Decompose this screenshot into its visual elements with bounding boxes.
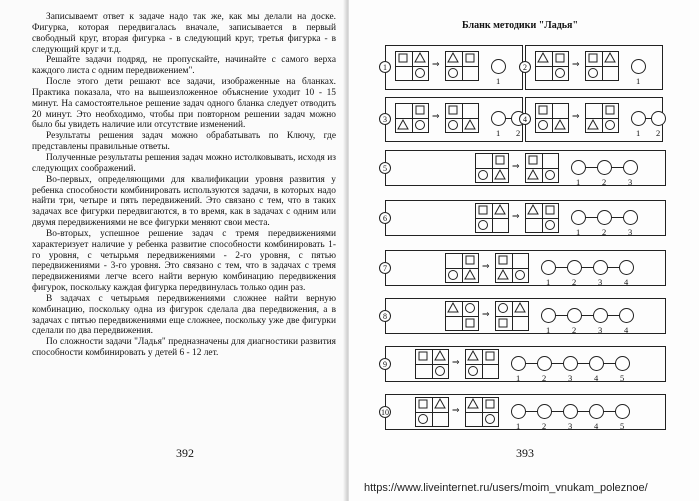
page-number-right: 393 [516,446,534,460]
answer-label: 2 [542,421,547,431]
task-number: 9 [379,358,391,370]
board-grid [445,301,479,331]
arrow-right-icon: ⇒ [452,406,460,416]
task-number: 5 [379,162,391,174]
answer-label: 1 [576,227,581,237]
arrow-right-icon: ⇒ [512,212,520,222]
board-grid [395,103,429,133]
answer-label: 4 [624,277,629,287]
answer-label: 3 [598,277,603,287]
paragraph: Полученные результаты решения задач можно истолковывать, исходя из следующих соображений. [32,152,336,174]
answer-label: 3 [568,421,573,431]
board-grid [495,253,529,283]
answer-circle[interactable] [541,260,556,275]
answer-line [548,315,626,316]
answer-circle[interactable] [571,160,586,175]
task-number: 3 [379,113,391,125]
form-title: Бланк методики "Ладья" [462,20,579,31]
arrow-right-icon: ⇒ [572,60,580,70]
answer-label: 4 [594,421,599,431]
board-grid [415,397,449,427]
task-number: 4 [519,113,531,125]
answer-label: 1 [546,277,551,287]
answer-circle[interactable] [589,404,604,419]
board-grid [445,253,479,283]
arrow-right-icon: ⇒ [482,262,490,272]
answer-label: 3 [628,177,633,187]
board-grid [445,51,479,81]
answer-circle[interactable] [619,260,634,275]
answer-label: 2 [542,373,547,383]
arrow-right-icon: ⇒ [452,358,460,368]
arrow-right-icon: ⇒ [512,162,520,172]
paragraph: Во-вторых, успешное решение задач с тремя передвижениями характеризует наличие у ребенка развитие способности комбинировать 1-го уровня, с четырьмя передвижениями - 2-го уровня, с пятью передвижениями - 3-го уровня. Это связано с тем, что в задачах с тремя передвижениями легче всего найти верную комбинацию передвижения фигурок, поскольку каждая фигурка передвинулась только один раз. [32,228,336,294]
answer-label: 4 [624,325,629,335]
arrow-right-icon: ⇒ [432,112,440,122]
answer-label: 5 [620,421,625,431]
task-number: 2 [519,61,531,73]
arrow-right-icon: ⇒ [482,310,490,320]
answer-label: 2 [516,128,521,138]
answer-circle[interactable] [563,356,578,371]
task-number: 7 [379,262,391,274]
answer-circle[interactable] [593,260,608,275]
answer-label: 2 [656,128,661,138]
answer-circle[interactable] [597,160,612,175]
task-number: 1 [379,61,391,73]
board-grid [585,103,619,133]
answer-circle[interactable] [567,260,582,275]
answer-label: 1 [496,76,501,86]
answer-circle[interactable] [631,59,646,74]
answer-circle[interactable] [597,210,612,225]
answer-circle[interactable] [623,210,638,225]
answer-circle[interactable] [511,356,526,371]
paragraph: По сложности задачи "Ладья" предназначены для диагностики развития способности комбинировать у детей 6 - 12 лет. [32,337,336,359]
answer-circle[interactable] [491,111,506,126]
task-number: 8 [379,310,391,322]
answer-label: 1 [576,177,581,187]
answer-circle[interactable] [541,308,556,323]
board-grid [535,51,569,81]
arrow-right-icon: ⇒ [572,112,580,122]
board-grid [525,203,559,233]
paragraph: Записываемт ответ к задаче надо так же, как мы делали на доске. Фигурка, которая передвигалась вначале, записывается в первый свободный круг, вторая фигурка - в следующий круг, третья фигурка - в следующий круг и т.д. [32,12,336,55]
answer-label: 4 [594,373,599,383]
task-number: 6 [379,212,391,224]
answer-circle[interactable] [589,356,604,371]
board-grid [395,51,429,81]
task-number: 10 [381,408,389,417]
board-grid [415,349,449,379]
answer-circle[interactable] [593,308,608,323]
answer-label: 2 [572,325,577,335]
board-grid [475,203,509,233]
answer-label: 1 [636,128,641,138]
answer-label: 1 [516,373,521,383]
board-grid [495,301,529,331]
board-grid [585,51,619,81]
paragraph: Решайте задачи подряд, не пропускайте, начинайте с самого верха каждого листа с одним передвижением". [32,55,336,77]
footer-url[interactable]: https://www.liveinternet.ru/users/moim_vnukam_poleznoe/ [364,482,648,494]
answer-label: 3 [628,227,633,237]
answer-circle[interactable] [623,160,638,175]
board-grid [535,103,569,133]
answer-circle[interactable] [615,404,630,419]
page-number-left: 392 [176,446,194,460]
arrow-right-icon: ⇒ [432,60,440,70]
board-grid [465,397,499,427]
answer-label: 1 [496,128,501,138]
answer-circle[interactable] [615,356,630,371]
answer-label: 2 [602,177,607,187]
answer-circle[interactable] [511,404,526,419]
answer-circle[interactable] [537,404,552,419]
answer-circle[interactable] [631,111,646,126]
paragraph: После этого дети решают все задачи, изображенные на бланках. Практика показала, что на вышеизложенное объяснение уходит 10 - 15 минут. На самостоятельное решение задач одного бланка следует отводить 20 минут. Это необходимо, чтобы при повторном решении задач можно было бы увидеть наличие или отсутствие изменений. [32,77,336,131]
board-grid [465,349,499,379]
answer-label: 3 [598,325,603,335]
answer-label: 2 [572,277,577,287]
answer-label: 2 [602,227,607,237]
answer-label: 1 [546,325,551,335]
answer-circle[interactable] [537,356,552,371]
paragraph: Во-первых, определяющими для квалификации уровня развития у ребенка способности комбинировать используются задачи, в которых надо найти три, четыре и пять передвижений. Это связано с тем, что в таких задачах все фигурки передвигаются, в то время, как в задачах с одним или двумя передвижениями не все фигурки меняют свои места. [32,174,336,229]
answer-label: 1 [636,76,641,86]
answer-circle[interactable] [651,111,666,126]
paragraph: Результаты решения задач можно обрабатывать по Ключу, где представлены правильные ответы. [32,131,336,153]
board-grid [445,103,479,133]
answer-circle[interactable] [567,308,582,323]
board-grid [525,153,559,183]
answer-label: 3 [568,373,573,383]
answer-circle[interactable] [619,308,634,323]
board-grid [475,153,509,183]
answer-circle[interactable] [491,59,506,74]
paragraph: В задачах с четырьмя передвижениями сложнее найти верную комбинацию, поскольку одна из фигурок сделала два передвижения, а в задачах с пятью передвижениями еще сложнее, поскольку уже две фигурки сделали по два передвижения. [32,293,336,337]
answer-label: 5 [620,373,625,383]
answer-circle[interactable] [563,404,578,419]
answer-label: 1 [516,421,521,431]
left-page-text [32,12,336,359]
answer-circle[interactable] [571,210,586,225]
answer-line [548,267,626,268]
